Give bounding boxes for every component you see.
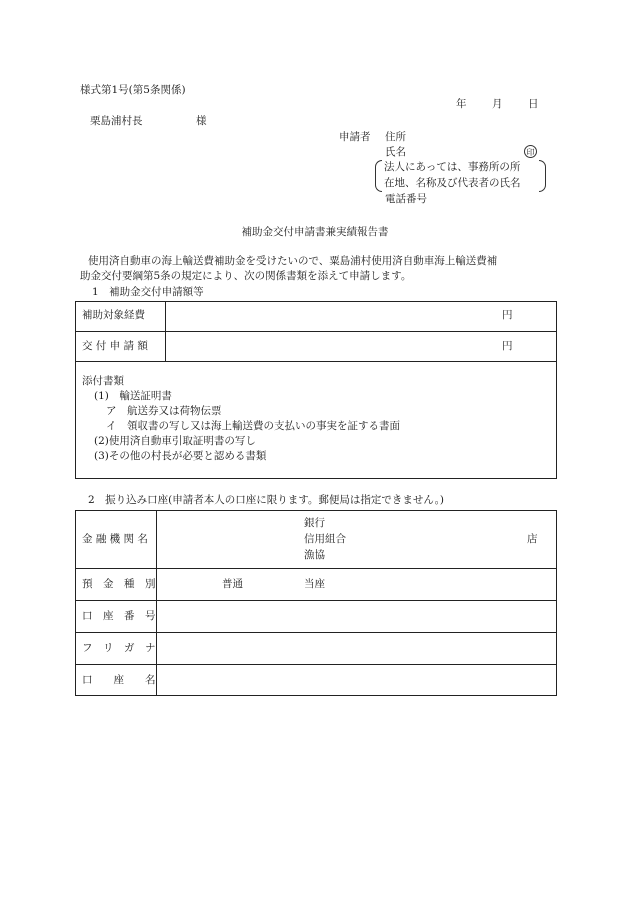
section2-divider [156, 510, 157, 696]
note-bracket-left [375, 160, 382, 192]
address-label: 住所 [385, 131, 406, 143]
form-number: 様式第1号(第5条関係) [80, 84, 186, 96]
attachment-item: (1) 輸送証明書 [94, 390, 172, 402]
section2-row-sep1 [75, 568, 557, 569]
bank-type-option: 漁協 [304, 549, 325, 561]
grant-amount-label: 交 付 申 請 額 [82, 340, 148, 352]
account-name-label: 口 座 名 [82, 674, 156, 686]
section1-row-sep1 [75, 331, 557, 332]
attachment-item: (3)その他の村長が必要と認める書類 [94, 450, 267, 462]
corporation-note-line1: 法人にあっては、事務所の所 [384, 161, 521, 173]
document-title: 補助金交付申請書兼実績報告書 [241, 226, 389, 238]
bank-name-label: 金 融 機 関 名 [82, 533, 148, 545]
bank-type-option: 信用組合 [304, 533, 346, 545]
phone-label: 電話番号 [385, 193, 427, 205]
section1-row-sep2 [75, 361, 557, 362]
note-bracket-right [539, 160, 546, 192]
deposit-option-current: 当座 [304, 578, 325, 590]
subsidy-target-cost-unit: 円 [502, 309, 513, 321]
attachments-heading: 添付書類 [82, 375, 124, 387]
date-year: 年 [456, 98, 467, 110]
account-number-label: 口 座 番 号 [82, 610, 156, 622]
deposit-type-label: 預 金 種 別 [82, 578, 156, 590]
attachment-item: (2)使用済自動車引取証明書の写し [94, 435, 256, 447]
subsidy-target-cost-label: 補助対象経費 [82, 309, 145, 321]
section1-heading: 1 補助金交付申請額等 [92, 286, 204, 298]
applicant-label: 申請者 [339, 131, 371, 143]
name-label: 氏名 [385, 146, 406, 158]
branch-suffix: 店 [527, 533, 538, 545]
bank-type-option: 銀行 [304, 517, 325, 529]
section2-row-sep3 [75, 632, 557, 633]
addressee-name: 栗島浦村長 [90, 115, 143, 127]
deposit-option-ordinary: 普通 [222, 578, 243, 590]
date-day: 日 [528, 98, 539, 110]
body-line-2: 助金交付要綱第5条の規定により、次の関係書類を添えて申請します。 [80, 270, 412, 282]
corporation-note-line2: 在地、名称及び代表者の氏名 [384, 177, 521, 189]
body-line-1: 使用済自動車の海上輸送費補助金を受けたいので、粟島浦村使用済自動車海上輸送費補 [88, 255, 498, 267]
grant-amount-unit: 円 [502, 340, 513, 352]
seal-mark: 印 [524, 145, 537, 158]
attachment-item: ア 航送券又は荷物伝票 [106, 405, 222, 417]
section2-heading: 2 振り込み口座(申請者本人の口座に限ります。郵便局は指定できません。) [88, 494, 444, 506]
section2-row-sep2 [75, 600, 557, 601]
addressee-honorific: 様 [196, 115, 207, 127]
attachment-item: イ 領収書の写し又は海上輸送費の支払いの事実を証する書面 [106, 420, 400, 432]
date-month: 月 [492, 98, 503, 110]
section2-row-sep4 [75, 664, 557, 665]
furigana-label: フ リ ガ ナ [82, 642, 156, 654]
